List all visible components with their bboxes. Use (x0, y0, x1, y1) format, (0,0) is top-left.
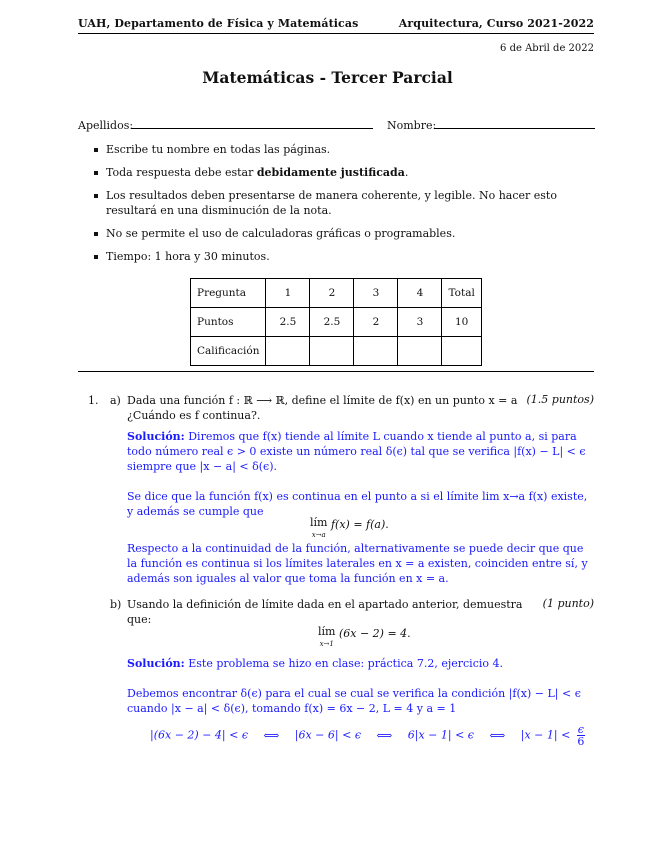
part-a-label: a) (110, 394, 121, 407)
exam-date: 6 de Abril de 2022 (500, 43, 594, 54)
fraction: $\frac{\epsilon}{6}$ (577, 723, 585, 748)
instructions-list (92, 142, 595, 272)
table-cell: 2 (354, 308, 398, 337)
name-label: Nombre: (387, 119, 437, 132)
table-cell: 2 (310, 279, 354, 308)
part-b-solution: Debemos encontrar δ(ϵ) para el cual se cual se verifica la condición |f(x) − L| < ϵ cuando |x − a| < δ(ϵ), tomando f(x) = 6x − 2, L = 4 y a = 1 (127, 687, 581, 715)
question-number: 1. (88, 394, 99, 407)
part-b-text: que: (127, 613, 152, 626)
solution-label: Solución: (127, 430, 185, 443)
instruction-item: Tiempo: 1 hora y 30 minutos. (92, 249, 595, 264)
exam-title: Matemáticas - Tercer Parcial (202, 68, 453, 87)
grade-cell[interactable] (354, 337, 398, 366)
table-cell: 10 (442, 308, 481, 337)
table-row (191, 308, 482, 337)
grade-cell[interactable] (398, 337, 442, 366)
part-a-points: (1.5 puntos) (526, 393, 594, 406)
table-cell: 2.5 (266, 308, 310, 337)
grade-cell[interactable] (442, 337, 481, 366)
name-field[interactable] (434, 128, 595, 129)
part-b-text: Usando la definición de límite dada en el apartado anterior, demuestra (127, 598, 523, 611)
grade-cell[interactable] (266, 337, 310, 366)
part-a-solution: Solución: Diremos que f(x) tiende al límite L cuando x tiende al punto a, si para todo número real ϵ > 0 existe un número real δ(ϵ) tal que se verifica |f(x) − L| < ϵ siempre que |x − a| < δ(ϵ). (127, 430, 586, 473)
instruction-item: No se permite el uso de calculadoras gráficas o programables. (92, 226, 595, 241)
score-table (190, 278, 482, 366)
table-row (191, 337, 482, 366)
surname-field[interactable] (131, 128, 373, 129)
table-cell: 3 (398, 308, 442, 337)
header-right: Arquitectura, Curso 2021-2022 (398, 17, 594, 30)
equivalence-chain: |(6x − 2) − 4| < ϵ ⟺ |6x − 6| < ϵ ⟺ 6|x − 1| < ϵ ⟺ |x − 1| < $\frac{\epsilon}{6}$ (150, 723, 585, 748)
table-cell: 1 (266, 279, 310, 308)
solution-label: Solución: (127, 657, 185, 670)
part-b-solution: Solución: Este problema se hizo en clase: práctica 7.2, ejercicio 4. (127, 657, 503, 670)
instruction-item: Los resultados deben presentarse de manera coherente, y legible. No hacer esto resultará en una disminución de la nota. (92, 188, 595, 218)
header-rule (78, 33, 594, 34)
part-b-label: b) (110, 598, 122, 611)
table-cell: Total (442, 279, 481, 308)
section-divider (78, 371, 594, 372)
part-a-text: ¿Cuándo es f continua?. (127, 409, 261, 422)
part-a-text: Dada una función f : ℝ ⟶ ℝ, define el límite de f(x) en un punto x = a (127, 394, 518, 407)
table-cell: Calificación (191, 337, 266, 366)
part-a-solution: Respecto a la continuidad de la función, alternativamente se puede decir que que la función es continua si los límites laterales en x = a existen, coinciden entre sí, y además son iguales al valor que toma la función en x = a. (127, 542, 588, 585)
table-cell: 3 (354, 279, 398, 308)
table-row (191, 279, 482, 308)
table-cell: Pregunta (191, 279, 266, 308)
part-b-points: (1 punto) (542, 597, 594, 610)
table-cell: 4 (398, 279, 442, 308)
grade-cell[interactable] (310, 337, 354, 366)
equation-limit: lím x→1 (6x − 2) = 4. (318, 625, 411, 648)
header-left: UAH, Departamento de Física y Matemáticas (78, 17, 359, 30)
table-cell: 2.5 (310, 308, 354, 337)
equation-limit: lím x→a f(x) = f(a). (310, 516, 389, 539)
instruction-item: Escribe tu nombre en todas las páginas. (92, 142, 595, 157)
part-a-solution: Se dice que la función f(x) es continua en el punto a si el límite lim x→a f(x) existe, y además se cumple que (127, 490, 588, 518)
instruction-item: Toda respuesta debe estar debidamente justificada. (92, 165, 595, 180)
surname-label: Apellidos: (78, 119, 134, 132)
table-cell: Puntos (191, 308, 266, 337)
